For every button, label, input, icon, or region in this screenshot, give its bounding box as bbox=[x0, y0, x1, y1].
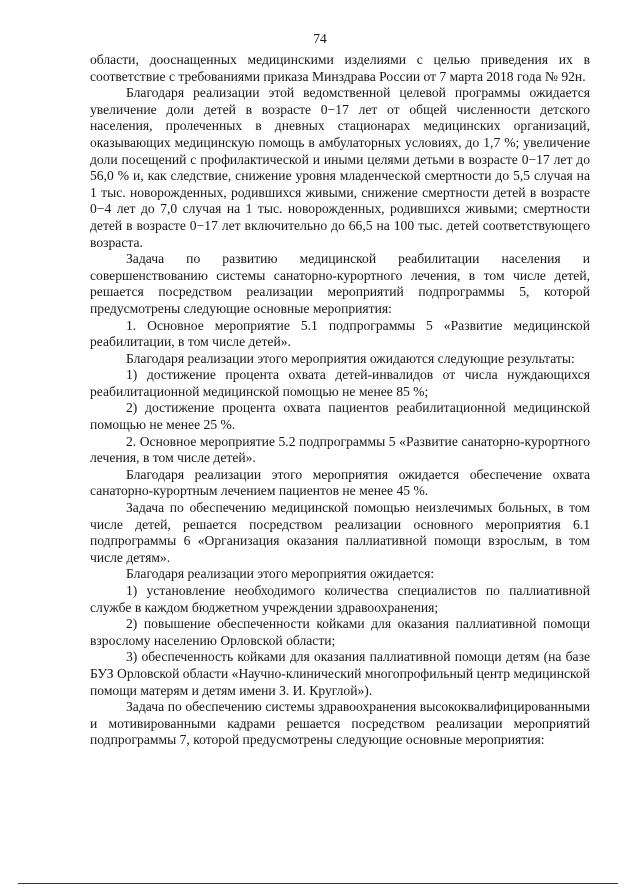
paragraph: Задача по обеспечению медицинской помощью неизлечимых больных, в том числе детей, решается посредством реализации основного мероприятия 6.1 подпрограммы 6 «Организация оказания паллиативной помощи взрослым, в том числе детям». bbox=[90, 500, 590, 565]
bottom-divider bbox=[18, 883, 618, 884]
paragraph: области, дооснащенных медицинскими изделиями с целью приведения их в соответствие с требованиями приказа Минздрава России от 7 марта 2018 года № 92н. bbox=[90, 52, 590, 84]
paragraph: Благодаря реализации этого мероприятия ожидаются следующие результаты: bbox=[126, 350, 575, 366]
paragraph: Благодаря реализации этой ведомственной целевой программы ожидается увеличение доли детей в возрасте 0−17 лет от общей численности детского населения, пролеченных в дневных стационарах медицинских организаций, оказывающих медицинскую помощь в амбулаторных условиях, до 1,7 %; увеличение доли посещений с профилактической и иными целями детьми в возрасте 0−17 лет до 56,0 % и, как следствие, снижение уровня младенческой смертности до 5,5 случая на 1 тыс. новорожденных, родившихся живыми, снижение смертности детей в возрасте 0−4 лет до 7,0 случая на 1 тыс. новорожденных, родившихся живыми; смертности детей в возрасте 0−17 лет включительно до 66,5 на 100 тыс. детей соответствующего возраста. bbox=[90, 85, 590, 250]
paragraph: 1) достижение процента охвата детей-инвалидов от числа нуждающихся реабилитационной медицинской помощью не менее 85 %; bbox=[90, 367, 590, 399]
document-body bbox=[90, 52, 590, 749]
paragraph: Задача по обеспечению системы здравоохранения высококвалифицированными и мотивированными кадрами решается посредством реализации мероприятий подпрограммы 7, которой предусмотрены следующие основные мероприятия: bbox=[90, 699, 590, 748]
paragraph: Благодаря реализации этого мероприятия ожидается: bbox=[126, 566, 435, 582]
paragraph: 2. Основное мероприятие 5.2 подпрограммы 5 «Развитие санаторно-курортного лечения, в том числе детей». bbox=[90, 433, 590, 466]
paragraph: 2) повышение обеспеченности койками для оказания паллиативной помощи взрослому населению Орловской области; bbox=[90, 616, 590, 648]
paragraph: 1. Основное мероприятие 5.1 подпрограммы 5 «Развитие медицинской реабилитации, в том числе детей». bbox=[90, 317, 590, 350]
page-number: 74 bbox=[313, 31, 327, 46]
paragraph: 1) установление необходимого количества специалистов по паллиативной службе в каждом бюджетном учреждении здравоохранения; bbox=[90, 583, 590, 615]
paragraph: Задача по развитию медицинской реабилитации населения и совершенствованию системы санаторно-курортного лечения, в том числе детей, решается посредством реализации мероприятий подпрограммы 5, которой предусмотрены следующие основные мероприятия: bbox=[90, 251, 590, 316]
paragraph: 3) обеспеченность койками для оказания паллиативной помощи детям (на базе БУЗ Орловской области «Научно-клинический многопрофильный центр медицинской помощи матерям и детям имени З. И. Круглой»). bbox=[90, 649, 590, 698]
paragraph: 2) достижение процента охвата пациентов реабилитационной медицинской помощью не менее 25 %. bbox=[90, 400, 590, 433]
paragraph: Благодаря реализации этого мероприятия ожидается обеспечение охвата санаторно-курортным лечением пациентов не менее 45 %. bbox=[90, 466, 590, 499]
